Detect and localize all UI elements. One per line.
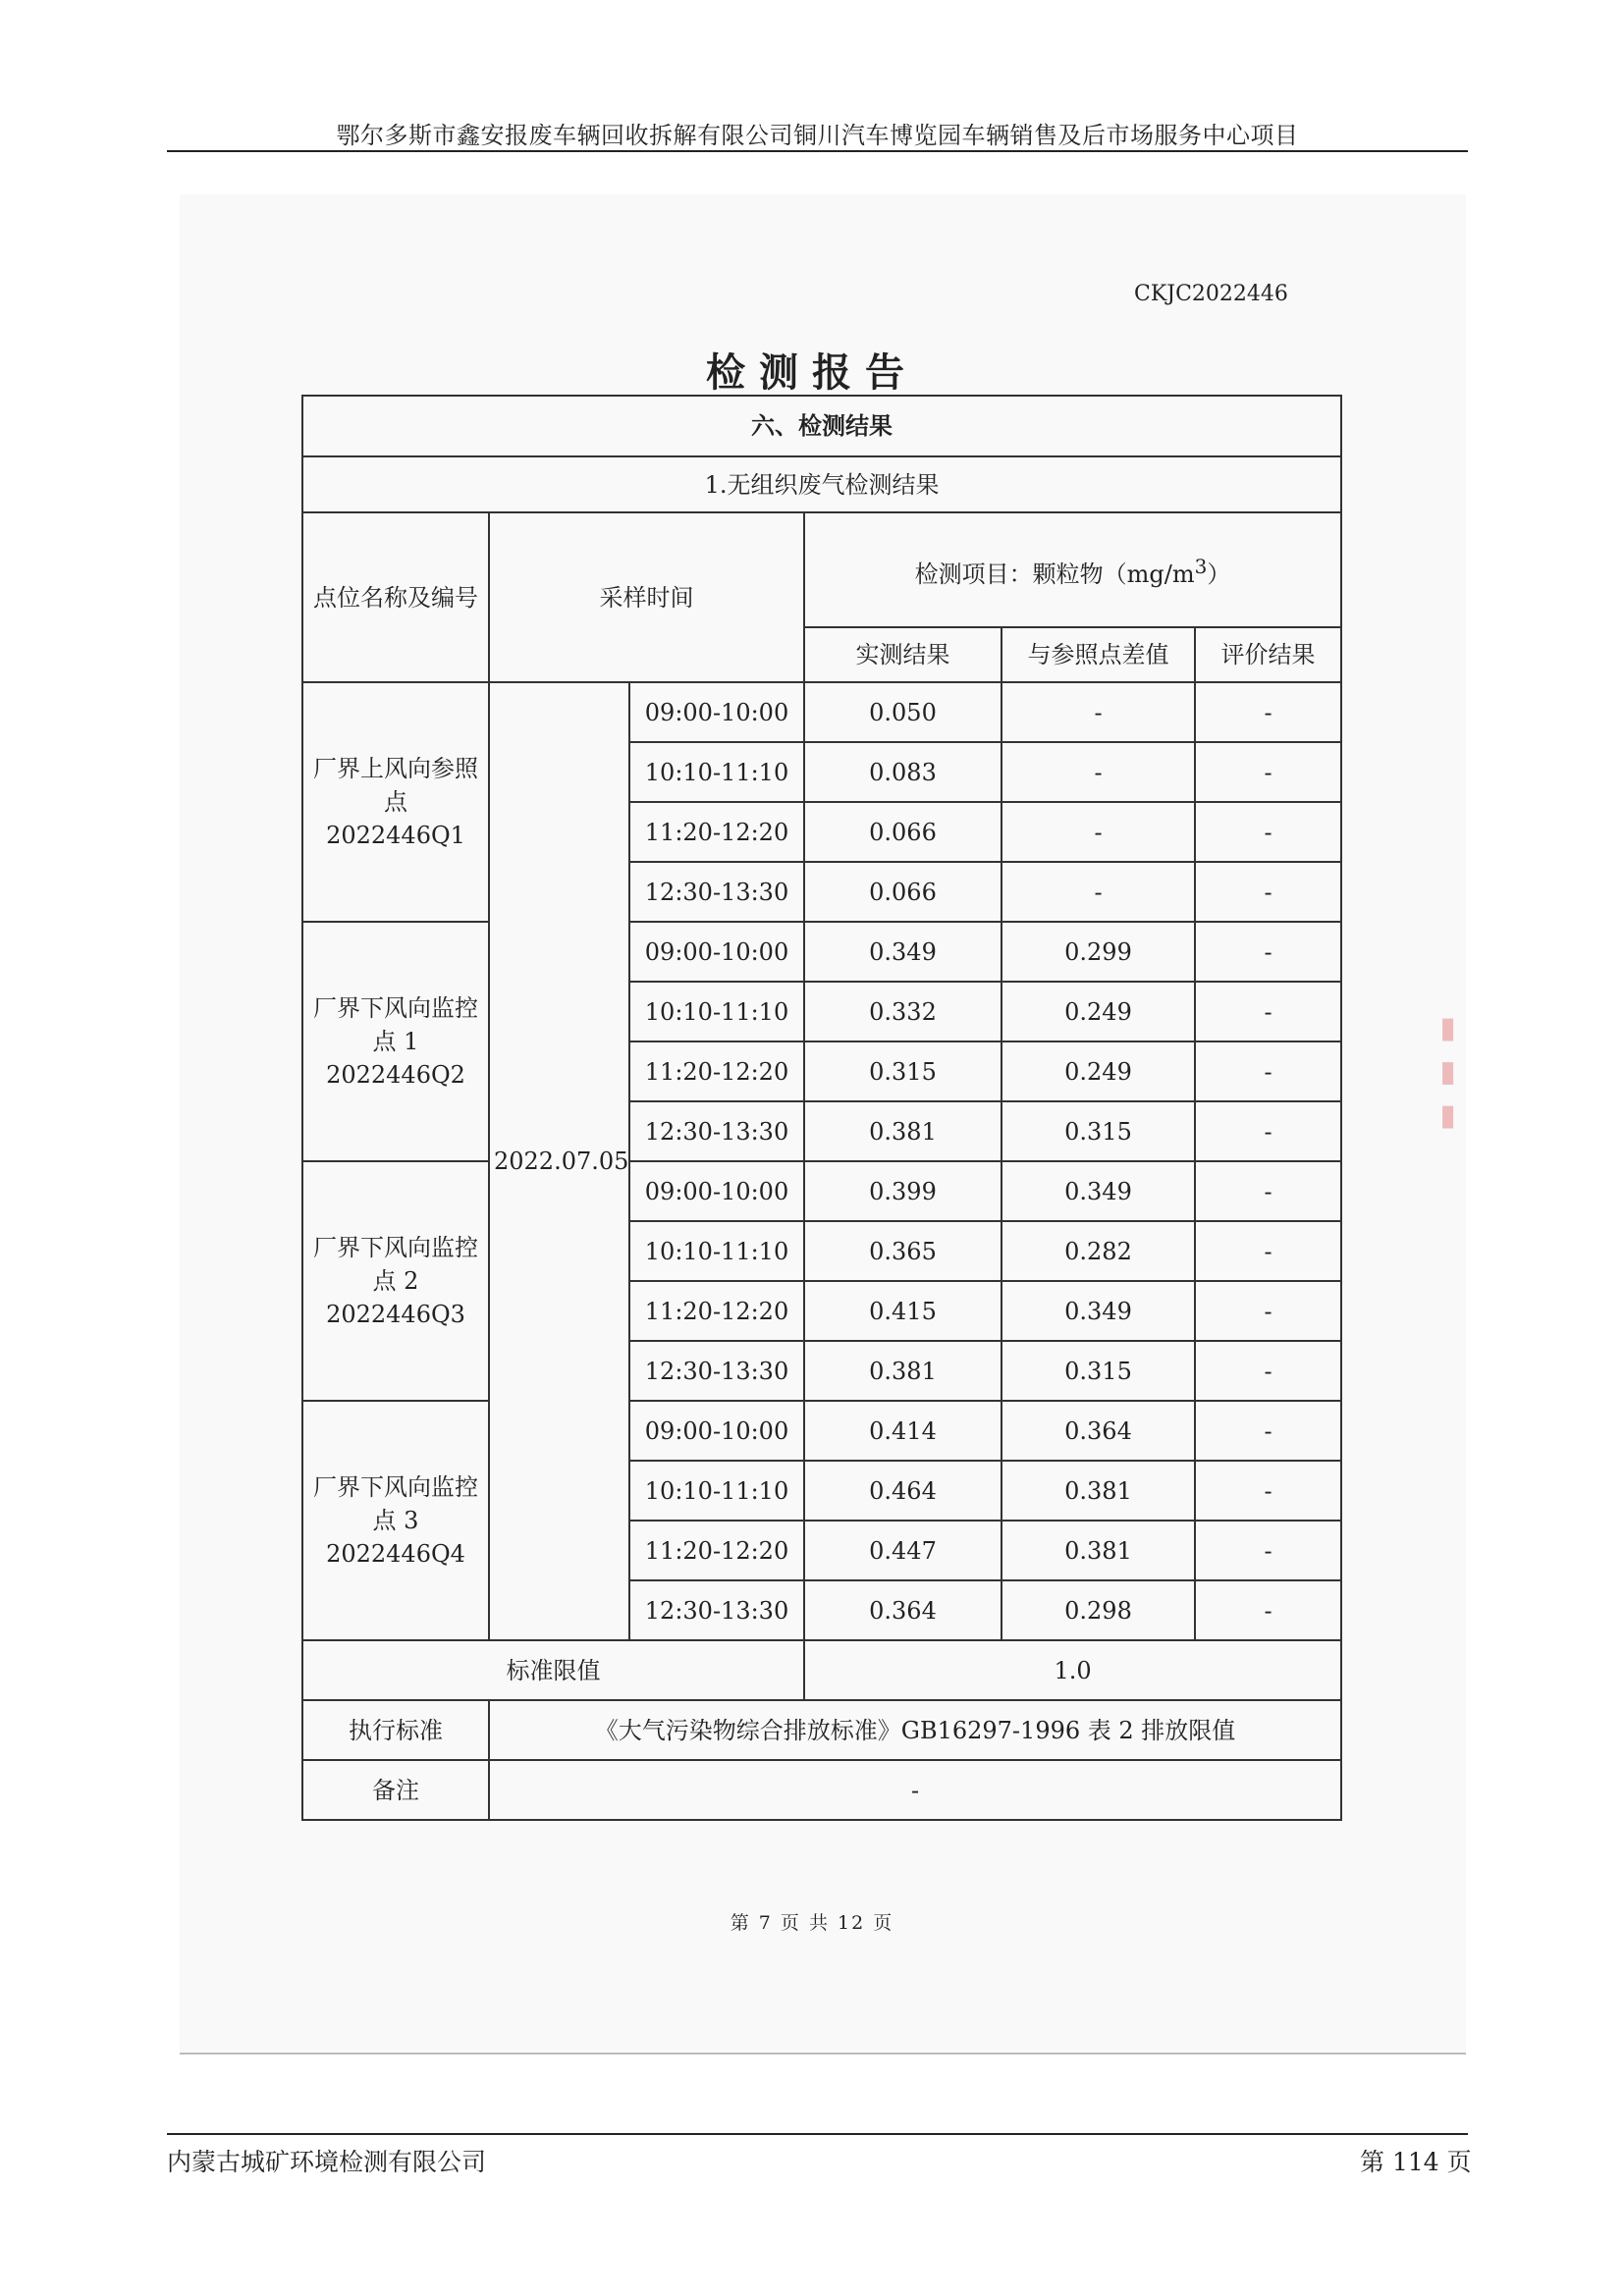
reference-difference: - [1001, 742, 1195, 802]
sampling-time: 10:10-11:10 [629, 742, 804, 802]
point-name-cell [302, 1401, 489, 1640]
evaluation-result: - [1195, 1461, 1341, 1521]
table-row [302, 682, 1341, 742]
point-code: 2022446Q2 [326, 1061, 465, 1089]
section-heading: 六、检测结果 [302, 396, 1341, 456]
reference-difference: - [1001, 802, 1195, 862]
measured-result: 0.315 [804, 1041, 1001, 1101]
reference-difference: - [1001, 862, 1195, 922]
measured-result: 0.464 [804, 1461, 1001, 1521]
sampling-time: 11:20-12:20 [629, 1041, 804, 1101]
measured-result: 0.332 [804, 982, 1001, 1041]
scan-bottom-edge [180, 2053, 1466, 2055]
reference-difference: 0.381 [1001, 1521, 1195, 1580]
evaluation-result: - [1195, 1221, 1341, 1281]
measured-result: 0.381 [804, 1341, 1001, 1401]
point-name-cell [302, 1161, 489, 1401]
sampling-time: 09:00-10:00 [629, 1161, 804, 1221]
item-header-suffix: ） [1207, 560, 1231, 588]
footer-divider [167, 2133, 1468, 2135]
reference-difference: 0.298 [1001, 1580, 1195, 1640]
point-code: 2022446Q1 [326, 822, 465, 849]
evaluation-result: - [1195, 1521, 1341, 1580]
evaluation-result: - [1195, 862, 1341, 922]
measured-result: 0.415 [804, 1281, 1001, 1341]
sampling-time: 12:30-13:30 [629, 1101, 804, 1161]
evaluation-result: - [1195, 1580, 1341, 1640]
reference-difference: 0.349 [1001, 1281, 1195, 1341]
reference-difference: 0.315 [1001, 1101, 1195, 1161]
sampling-time: 12:30-13:30 [629, 1580, 804, 1640]
sampling-time: 09:00-10:00 [629, 922, 804, 982]
measured-result: 0.050 [804, 682, 1001, 742]
measured-result: 0.066 [804, 862, 1001, 922]
point-code: 2022446Q3 [326, 1301, 465, 1328]
item-header-prefix: 检测项目：颗粒物（mg/m [914, 560, 1195, 588]
evaluation-result: - [1195, 922, 1341, 982]
standard-value: 《大气污染物综合排放标准》GB16297-1996 表 2 排放限值 [489, 1700, 1341, 1760]
remark-label: 备注 [302, 1760, 489, 1820]
measured-result: 0.381 [804, 1101, 1001, 1161]
measured-result: 0.399 [804, 1161, 1001, 1221]
footer-company: 内蒙古城矿环境检测有限公司 [167, 2148, 487, 2176]
evaluation-result: - [1195, 1101, 1341, 1161]
report-page-number: 第 7 页 共 12 页 [730, 1912, 894, 1934]
point-name: 厂界下风向监控点 1 [313, 994, 478, 1055]
sampling-time: 10:10-11:10 [629, 1461, 804, 1521]
measured-result: 0.083 [804, 742, 1001, 802]
measured-result: 0.447 [804, 1521, 1001, 1580]
diff-column-header: 与参照点差值 [1001, 627, 1195, 682]
reference-difference: 0.282 [1001, 1221, 1195, 1281]
reference-difference: - [1001, 682, 1195, 742]
results-table [301, 395, 1342, 1821]
sampling-time: 10:10-11:10 [629, 982, 804, 1041]
reference-difference: 0.349 [1001, 1161, 1195, 1221]
reference-difference: 0.299 [1001, 922, 1195, 982]
header-divider [167, 150, 1468, 152]
point-name-cell [302, 682, 489, 922]
evaluation-result: - [1195, 982, 1341, 1041]
sampling-time: 12:30-13:30 [629, 1341, 804, 1401]
evaluation-result: - [1195, 1041, 1341, 1101]
sampling-date: 2022.07.05 [489, 682, 629, 1640]
remark-value: - [489, 1760, 1341, 1820]
reference-difference: 0.315 [1001, 1341, 1195, 1401]
time-column-header: 采样时间 [489, 512, 804, 682]
item-header [804, 512, 1341, 627]
evaluation-result: - [1195, 802, 1341, 862]
point-name-cell [302, 922, 489, 1161]
result-column-header: 实测结果 [804, 627, 1001, 682]
measured-result: 0.365 [804, 1221, 1001, 1281]
document-header: 鄂尔多斯市鑫安报废车辆回收拆解有限公司铜川汽车博览园车辆销售及后市场服务中心项目 [336, 122, 1299, 149]
sampling-time: 09:00-10:00 [629, 682, 804, 742]
evaluation-result: - [1195, 1341, 1341, 1401]
sampling-time: 11:20-12:20 [629, 802, 804, 862]
measured-result: 0.414 [804, 1401, 1001, 1461]
measured-result: 0.349 [804, 922, 1001, 982]
reference-difference: 0.364 [1001, 1401, 1195, 1461]
limit-value: 1.0 [804, 1640, 1341, 1700]
standard-label: 执行标准 [302, 1700, 489, 1760]
reference-difference: 0.249 [1001, 982, 1195, 1041]
evaluation-result: - [1195, 1281, 1341, 1341]
sampling-time: 11:20-12:20 [629, 1521, 804, 1580]
sampling-time: 11:20-12:20 [629, 1281, 804, 1341]
point-name: 厂界上风向参照点 [313, 755, 478, 816]
point-code: 2022446Q4 [326, 1540, 465, 1568]
eval-column-header: 评价结果 [1195, 627, 1341, 682]
sampling-time: 09:00-10:00 [629, 1401, 804, 1461]
point-name: 厂界下风向监控点 2 [313, 1234, 478, 1295]
table-row [302, 1161, 1341, 1221]
footer-page-number: 第 114 页 [1360, 2148, 1472, 2176]
measured-result: 0.364 [804, 1580, 1001, 1640]
evaluation-result: - [1195, 742, 1341, 802]
evaluation-result: - [1195, 1161, 1341, 1221]
point-column-header: 点位名称及编号 [302, 512, 489, 682]
evaluation-result: - [1195, 1401, 1341, 1461]
reference-difference: 0.381 [1001, 1461, 1195, 1521]
measured-result: 0.066 [804, 802, 1001, 862]
limit-label: 标准限值 [302, 1640, 804, 1700]
sampling-time: 12:30-13:30 [629, 862, 804, 922]
subsection-heading: 1.无组织废气检测结果 [302, 456, 1341, 512]
evaluation-result: - [1195, 682, 1341, 742]
table-row [302, 922, 1341, 982]
point-name: 厂界下风向监控点 3 [313, 1473, 478, 1534]
sampling-time: 10:10-11:10 [629, 1221, 804, 1281]
reference-difference: 0.249 [1001, 1041, 1195, 1101]
report-number: CKJC2022446 [1134, 282, 1288, 306]
item-header-superscript: 3 [1194, 554, 1208, 578]
red-seal-stamp: ▮ ▮ ▮ [1431, 1011, 1465, 1134]
table-row [302, 1401, 1341, 1461]
report-title: 检测报告 [706, 350, 918, 396]
